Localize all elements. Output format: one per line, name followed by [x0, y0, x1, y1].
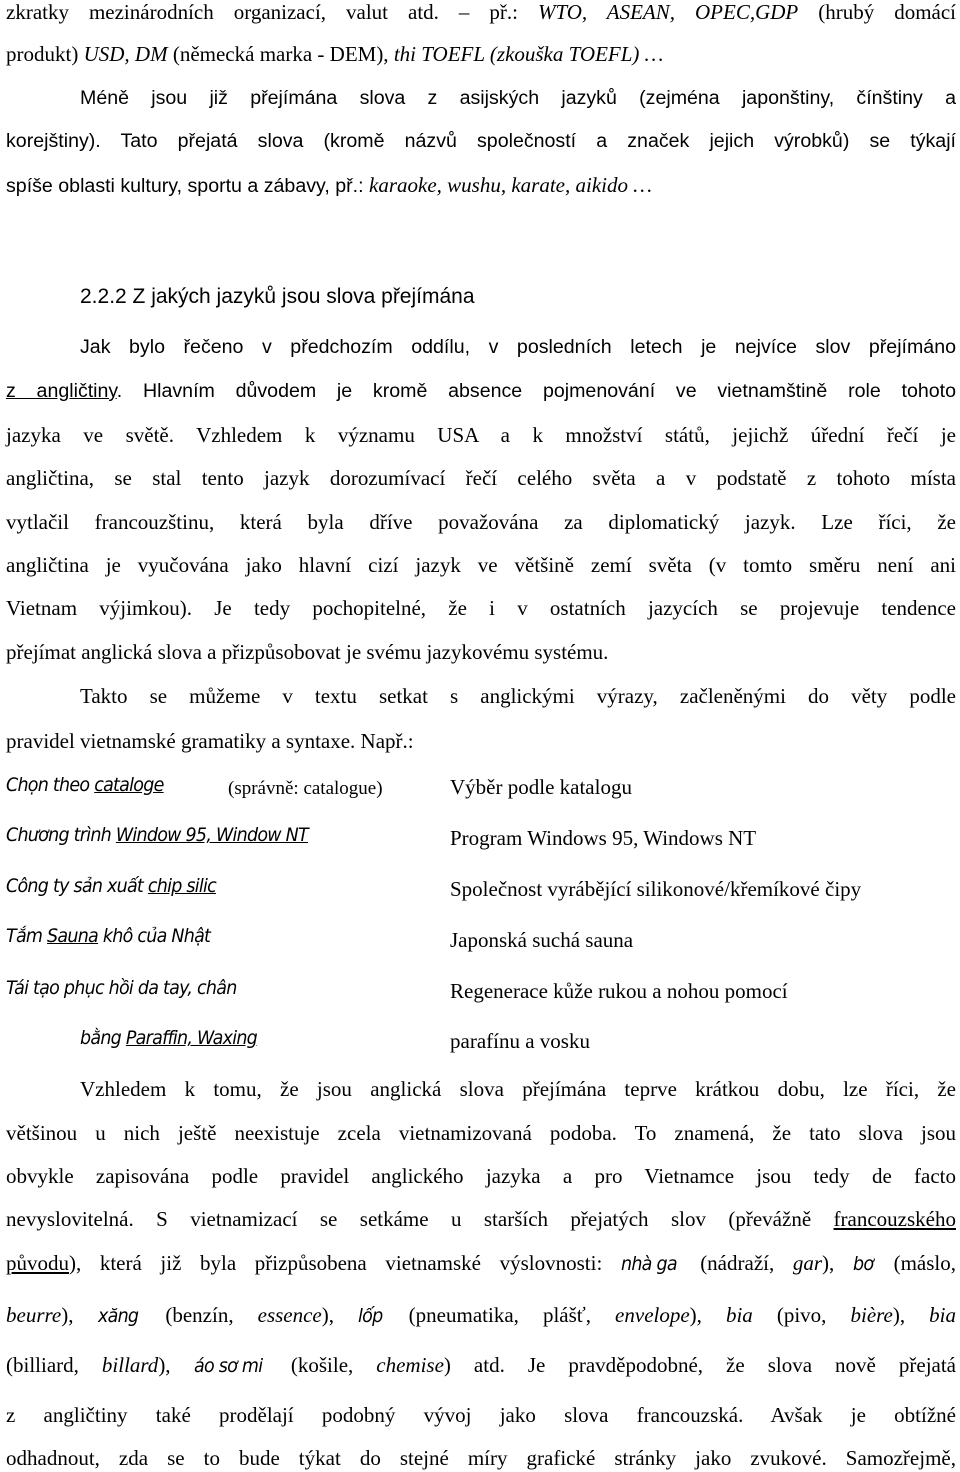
text-line: vytlačil francouzštinu, která byla dříve považována za diplomatický jazyk. Lze říci, že [6, 510, 956, 534]
text-line: produkt) USD, DM (německá marka - DEM), thi TOEFL (zkouška TOEFL) … [6, 42, 664, 66]
text-line: jazyka ve světě. Vzhledem k významu USA a k množství států, jejichž úřední řečí je [6, 423, 956, 447]
text-line: (billiard, billard), áo sơ mi (košile, chemise) atd. Je pravděpodobné, že slova nově přejatá [6, 1353, 957, 1377]
text-line: Vietnam výjimkou). Je tedy pochopitelné, že i v ostatních jazycích se projevuje tendence [6, 596, 956, 620]
text-line: pravidel vietnamské gramatiky a syntaxe. Např.: [6, 729, 414, 753]
example-czech: Program Windows 95, Windows NT [450, 826, 757, 850]
example-vietnamese: Công ty sản xuất chip silic [6, 875, 217, 897]
example-vietnamese: bằng Paraffin, Waxing [80, 1027, 258, 1049]
text-line: Méně jsou již přejímána slova z asijských jazyků (zejména japonštiny, čínštiny a [80, 87, 956, 109]
text-line: Jak bylo řečeno v předchozím oddílu, v posledních letech je nejvíce slov přejímáno [80, 336, 956, 358]
text-line: Vzhledem k tomu, že jsou anglická slova přejímána teprve krátkou dobu, lze říci, že [80, 1077, 956, 1101]
text-line: obvykle zapisována podle pravidel anglického jazyka a pro Vietnamce jsou tedy de facto [6, 1164, 956, 1188]
example-czech: Regenerace kůže rukou a nohou pomocí [450, 979, 788, 1003]
text-line: beurre), xăng (benzín, essence), lốp (pneumatika, plášť, envelope), bia (pivo, bière), bia [6, 1303, 956, 1327]
section-heading: 2.2.2 Z jakých jazyků jsou slova přejímána [80, 285, 475, 308]
text-line: angličtina, se stal tento jazyk dorozumívací řečí celého světa a v podstatě z tohoto místa [6, 466, 956, 490]
text-line: Takto se můžeme v textu setkat s anglickými výrazy, začleněnými do věty podle [80, 684, 956, 708]
example-note: (správně: catalogue) [228, 778, 383, 799]
text-line: angličtina je vyučována jako hlavní cizí jazyk ve většině zemí světa (v tomto směru není ani [6, 553, 956, 577]
text-line: z angličtiny také prodělají podobný vývoj jako slova francouzská. Avšak je obtížné [6, 1403, 956, 1427]
example-vietnamese: Tái tạo phục hồi da tay, chân [6, 977, 237, 999]
text-line: z angličtiny. Hlavním důvodem je kromě absence pojmenování ve vietnamštině role tohoto [6, 380, 956, 402]
text-line: korejštiny). Tato přejatá slova (kromě názvů společností a značek jejich výrobků) se týkají [6, 130, 956, 152]
example-vietnamese: Tắm Sauna khô của Nhật [6, 925, 211, 947]
text-line: odhadnout, zda se to bude týkat do stejné míry grafické stránky jako zvukové. Samozřejmě, [6, 1446, 956, 1470]
text-line: zkratky mezinárodních organizací, valut atd. – př.: WTO, ASEAN, OPEC,GDP (hrubý domácí [6, 0, 957, 24]
example-czech: Společnost vyrábějící silikonové/křemíkové čipy [450, 877, 862, 901]
example-czech: Výběr podle katalogu [450, 775, 632, 799]
example-czech: Japonská suchá sauna [450, 928, 634, 952]
text-line: přejímat anglická slova a přizpůsobovat je svému jazykovému systému. [6, 640, 609, 664]
example-vietnamese: Chọn theo cataloge [6, 774, 164, 796]
text-line: většinou u nich ještě neexistuje zcela vietnamizovaná podoba. To znamená, že tato slova jsou [6, 1121, 956, 1145]
text-line: původu), která již byla přizpůsobena vietnamské výslovnosti: nhà ga (nádraží, gar), bơ (máslo, [6, 1251, 956, 1275]
text-line: nevyslovitelná. S vietnamizací se setkáme u starších přejatých slov (převážně francouzského [6, 1207, 956, 1231]
example-czech: parafínu a vosku [450, 1029, 590, 1053]
text-line: spíše oblasti kultury, sportu a zábavy, př.: karaoke, wushu, karate, aikido … [6, 173, 652, 197]
example-vietnamese: Chương trình Window 95, Window NT [6, 824, 308, 846]
